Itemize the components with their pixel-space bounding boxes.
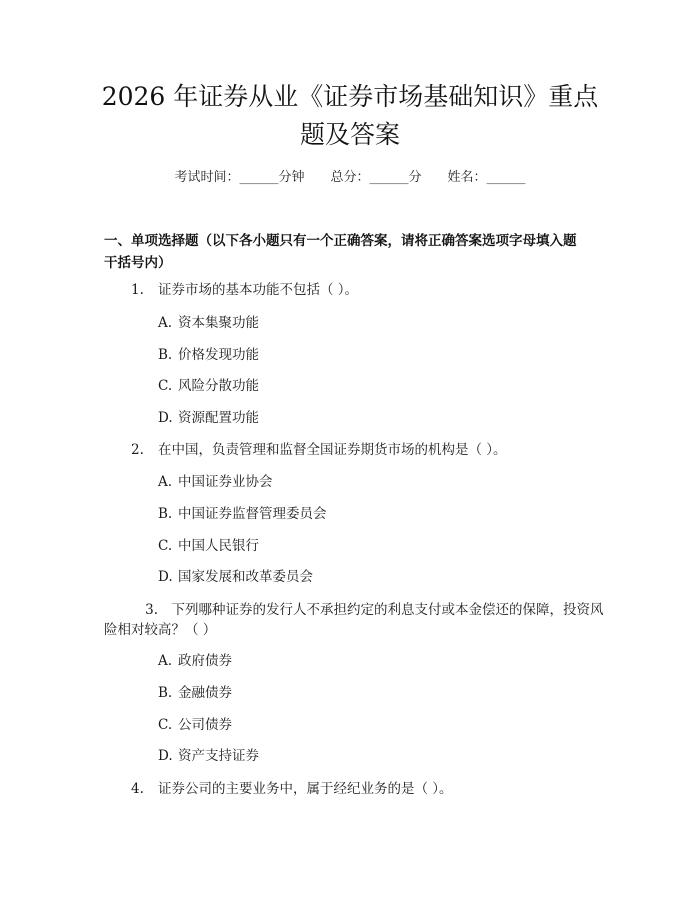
section-heading (104, 230, 604, 274)
question-2-option-a (158, 472, 273, 492)
option-letter: B. (158, 506, 173, 522)
question-1-option-a (158, 313, 259, 333)
time-unit: 分钟 (278, 170, 305, 185)
question-number: 4. (131, 781, 144, 797)
question-2-option-c (158, 536, 259, 556)
option-letter: B. (158, 685, 173, 701)
option-letter: A. (158, 315, 173, 331)
question-1-option-c (158, 376, 259, 396)
question-number: 1. (131, 282, 144, 298)
option-letter: D. (158, 748, 173, 764)
question-4 (131, 779, 611, 799)
question-text: 证券市场的基本功能不包括（ ）。 (158, 282, 359, 298)
score-blank: ______ (369, 170, 409, 185)
section-heading-line-2: 干括号内） (104, 255, 172, 271)
option-letter: D. (158, 569, 173, 585)
question-2 (131, 440, 611, 460)
option-letter: C. (158, 378, 173, 394)
question-text: 证券公司的主要业务中，属于经纪业务的是（ ）。 (158, 781, 453, 797)
document-title (60, 78, 640, 154)
option-text: 中国证券业协会 (178, 474, 273, 490)
title-line-1: 2026 年证券从业《证券市场基础知识》重点 (101, 82, 599, 111)
question-1-option-b (158, 345, 259, 365)
question-1 (131, 280, 611, 300)
name-blank: ______ (486, 170, 526, 185)
option-text: 金融债券 (178, 685, 232, 701)
option-text: 资源配置功能 (178, 410, 259, 426)
question-text: 在中国，负责管理和监督全国证券期货市场的机构是（ ）。 (158, 442, 507, 458)
time-blank: ______ (239, 170, 279, 185)
option-letter: C. (158, 717, 173, 733)
score-unit: 分 (408, 170, 422, 185)
score-label: 总分： (330, 170, 370, 185)
section-heading-line-1: 一、单项选择题（以下各小题只有一个正确答案，请将正确答案选项字母填入题 (104, 233, 577, 249)
time-label: 考试时间： (174, 170, 240, 185)
option-text: 政府债券 (178, 653, 232, 669)
option-text: 资本集聚功能 (178, 315, 259, 331)
question-3 (104, 600, 614, 640)
option-letter: C. (158, 538, 173, 554)
option-text: 中国人民银行 (178, 538, 259, 554)
option-letter: A. (158, 474, 173, 490)
question-1-option-d (158, 408, 259, 428)
option-text: 公司债券 (178, 717, 232, 733)
option-text: 风险分散功能 (178, 378, 259, 394)
option-text: 国家发展和改革委员会 (178, 569, 313, 585)
question-number: 3. (145, 602, 158, 618)
option-letter: D. (158, 410, 173, 426)
question-text-line-1 (104, 600, 614, 620)
name-label: 姓名： (447, 170, 487, 185)
exam-meta-line (0, 168, 700, 188)
question-3-option-c (158, 715, 232, 735)
question-2-option-b (158, 504, 327, 524)
question-text: 下列哪种证券的发行人不承担约定的利息支付或本金偿还的保障，投资风 (171, 602, 604, 618)
option-letter: A. (158, 653, 173, 669)
question-number: 2. (131, 442, 144, 458)
title-line-2: 题及答案 (299, 120, 400, 149)
question-2-option-d (158, 567, 313, 587)
option-text: 价格发现功能 (178, 347, 259, 363)
question-text-line-2: 险相对较高？（ ） (104, 622, 217, 638)
question-3-option-b (158, 683, 232, 703)
question-3-option-d (158, 746, 259, 766)
option-text: 资产支持证券 (178, 748, 259, 764)
option-text: 中国证券监督管理委员会 (178, 506, 327, 522)
question-3-option-a (158, 651, 232, 671)
option-letter: B. (158, 347, 173, 363)
